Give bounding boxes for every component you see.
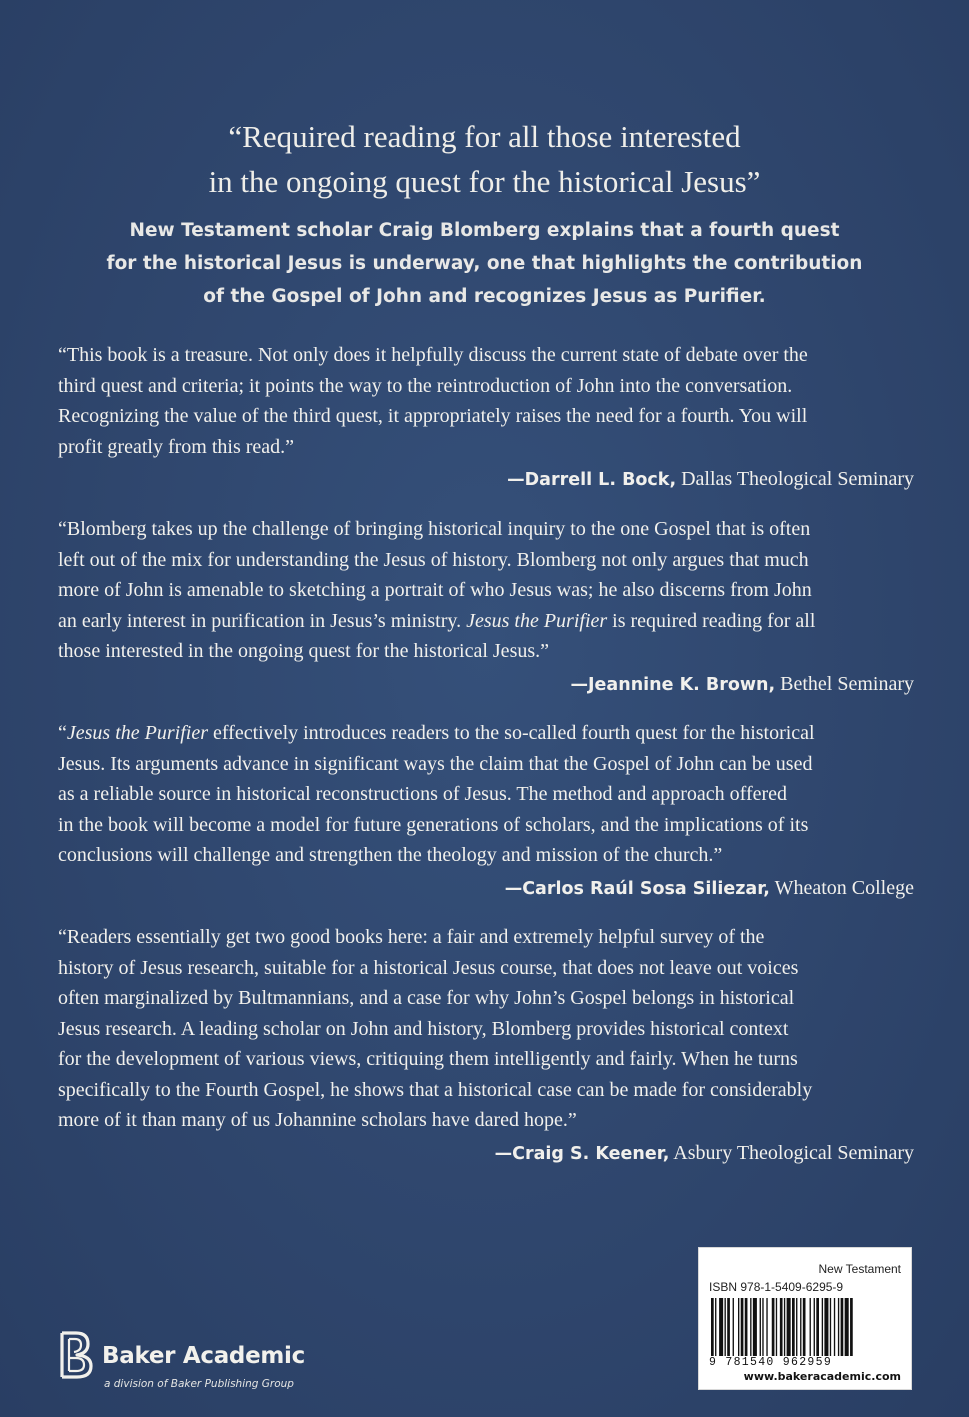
review-line: Jesus. Its arguments advance in significant ways the claim that the Gospel of John can be used [58, 752, 813, 775]
headline-line: in the ongoing quest for the historical Jesus” [208, 164, 761, 199]
reviewer-name: —Jeannine K. Brown, [570, 674, 776, 695]
review-text: effectively introduces readers to the so-called fourth quest for the historical [207, 722, 815, 744]
publisher-tagline: a division of Baker Publishing Group [104, 1378, 294, 1390]
barcode-bar [800, 1298, 801, 1356]
review-text: “ [58, 722, 67, 744]
publisher-url: www.bakeracademic.com [743, 1370, 901, 1383]
barcode-bar [753, 1298, 757, 1356]
barcode-box [698, 1247, 912, 1390]
barcode-bar [838, 1298, 839, 1356]
barcode-bar [792, 1298, 795, 1356]
barcode-bar [830, 1298, 831, 1356]
intro-line: New Testament scholar Craig Blomberg explains that a fourth quest [129, 220, 840, 241]
review-sosa-siliezar [58, 718, 914, 904]
review-line: for the development of various views, critiquing them intelligently and fairly. When he turns [58, 1048, 798, 1070]
reviewer-name: —Carlos Raúl Sosa Siliezar, [504, 878, 770, 899]
review-keener [58, 922, 914, 1169]
barcode-bar [787, 1298, 791, 1356]
isbn-number: ISBN 978-1-5409-6295-9 [709, 1280, 844, 1294]
review-line [58, 606, 914, 637]
review-line: conclusions will challenge and strengthen the theology and mission of the church.” [58, 844, 723, 866]
reviewer-institution: Dallas Theological Seminary [676, 468, 914, 490]
intro-line: for the historical Jesus is underway, one that highlights the contribution [106, 253, 863, 274]
review-attribution [58, 669, 914, 701]
intro-line: of the Gospel of John and recognizes Jesus as Purifier. [203, 286, 766, 307]
reviewer-name: —Craig S. Keener, [494, 1143, 670, 1164]
barcode-bar [733, 1298, 734, 1356]
barcode-bar [760, 1298, 761, 1356]
review-attribution [58, 1138, 914, 1170]
review-line: in the book will become a model for future generations of scholars, and the implications of its [58, 813, 809, 836]
barcode-bar [741, 1298, 744, 1356]
reviewer-name: —Darrell L. Bock, [507, 470, 677, 490]
barcode-bar [803, 1298, 806, 1356]
reviewer-institution: Asbury Theological Seminary [669, 1141, 914, 1164]
barcode-bar [715, 1298, 716, 1356]
review-line: “Blomberg takes up the challenge of bringing historical inquiry to the one Gospel that is often [58, 518, 811, 540]
barcode-category: New Testament [818, 1262, 901, 1276]
barcode-bar [814, 1298, 815, 1356]
reviewer-institution: Bethel Seminary [775, 672, 914, 695]
barcode-bar [834, 1298, 835, 1356]
review-line: often marginalized by Bultmannians, and a case for why John’s Gospel belongs in historical [58, 987, 795, 1009]
review-line: profit greatly from this read.” [58, 435, 295, 458]
review-bock [58, 340, 914, 496]
review-line: Recognizing the value of the third quest, it appropriately raises the need for a fourth. You will [58, 405, 808, 427]
barcode-digits: 9 781540 962959 [709, 1356, 833, 1369]
barcode-bar [845, 1298, 849, 1356]
review-line: Jesus research. A leading scholar on John and history, Blomberg provides historical context [58, 1017, 789, 1040]
review-text: is required reading for all [607, 609, 816, 632]
headline-quote [0, 114, 969, 204]
barcode-bar [850, 1298, 853, 1356]
barcode-icon [711, 1298, 899, 1356]
baker-b-logo-icon [58, 1331, 98, 1379]
review-line: as a reliable source in historical reconstructions of Jesus. The method and approach offered [58, 783, 788, 805]
review-line: “Readers essentially get two good books here: a fair and extremely helpful survey of the [58, 926, 765, 948]
barcode-bar [816, 1298, 819, 1356]
barcode-bar [727, 1298, 730, 1356]
barcode-bar [824, 1298, 828, 1356]
review-brown [58, 514, 914, 700]
publisher-name: Baker Academic [102, 1343, 305, 1369]
review-line: more of John is amenable to sketching a portrait of who Jesus was; he also discerns from John [58, 579, 812, 601]
barcode-bar [725, 1298, 726, 1356]
barcode-bar [719, 1298, 723, 1356]
barcode-bar [822, 1298, 823, 1356]
publisher-logo [58, 1327, 348, 1397]
review-line: more of it than many of us Johannine scholars have dared hope.” [58, 1109, 577, 1131]
review-line: specifically to the Fourth Gospel, he shows that a historical case can be made for considerably [58, 1078, 813, 1101]
barcode-bar [745, 1298, 748, 1356]
review-attribution [58, 873, 914, 905]
barcode-bar [772, 1298, 775, 1356]
review-line [58, 718, 914, 749]
review-line: left out of the mix for understanding the Jesus of history. Blomberg not only argues that much [58, 548, 809, 571]
review-attribution [58, 464, 914, 496]
barcode-bar [738, 1298, 739, 1356]
review-line: “This book is a treasure. Not only does it helpfully discuss the current state of debate over the [58, 344, 808, 366]
barcode-bar [841, 1298, 844, 1356]
barcode-bar [784, 1298, 785, 1356]
headline-line: “Required reading for all those interested [228, 119, 741, 154]
barcode-bar [750, 1298, 751, 1356]
barcode-bar [796, 1298, 797, 1356]
review-text: an early interest in purification in Jesus’s ministry. [58, 609, 467, 632]
review-line: those interested in the ongoing quest for the historical Jesus.” [58, 640, 550, 662]
intro-summary [0, 214, 969, 313]
barcode-bar [711, 1298, 714, 1356]
barcode-bar [762, 1298, 763, 1356]
barcode-bar [810, 1298, 811, 1356]
book-title-italic: Jesus the Purifier [66, 722, 208, 744]
barcode-bar [776, 1298, 777, 1356]
review-line: third quest and criteria; it points the way to the reintroduction of John into the conversation. [58, 374, 793, 397]
reviewer-institution: Wheaton College [769, 876, 914, 899]
review-line: history of Jesus research, suitable for a historical Jesus course, that does not leave out voices [58, 956, 799, 979]
book-title-italic: Jesus the Purifier [466, 609, 608, 632]
barcode-bar [766, 1298, 767, 1356]
barcode-bar [780, 1298, 783, 1356]
